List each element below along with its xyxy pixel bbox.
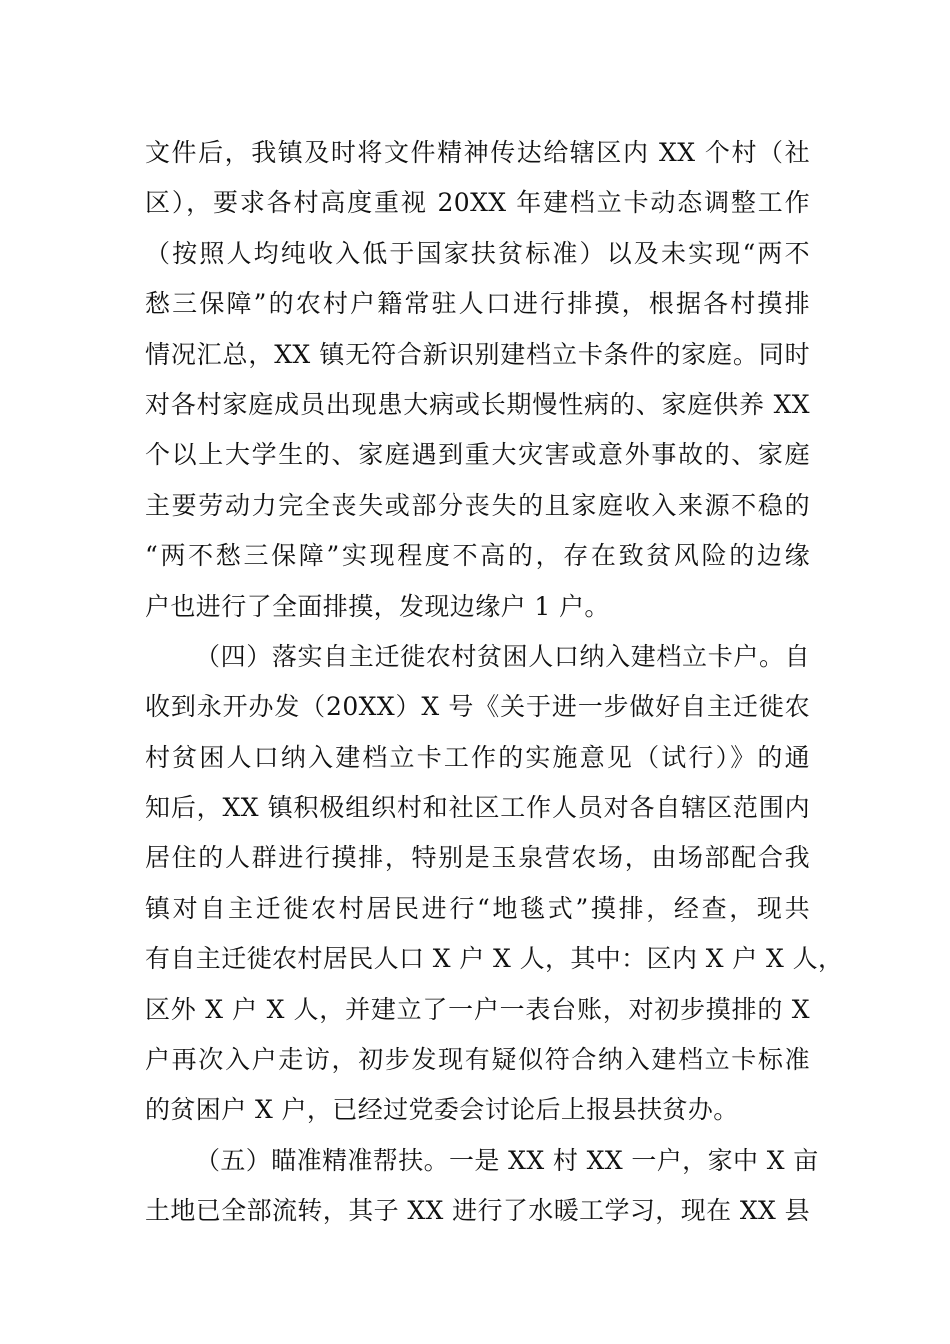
text-line: （五）瞄准精准帮扶。一是 XX 村 XX 一户，家中 X 亩 — [195, 1145, 819, 1175]
text-line: 愁三保障”的农村户籍常驻人口进行排摸，根据各村摸排 — [145, 289, 810, 319]
text-line: 户也进行了全面排摸，发现边缘户 1 户。 — [145, 591, 610, 621]
text-line: 户再次入户走访，初步发现有疑似符合纳入建档立卡标准 — [145, 1045, 810, 1075]
text-line: 区外 X 户 X 人，并建立了一户一表台账，对初步摸排的 X — [145, 994, 810, 1024]
text-line: 对各村家庭成员出现患大病或长期慢性病的、家庭供养 XX — [145, 389, 810, 419]
text-line: 土地已全部流转，其子 XX 进行了水暖工学习，现在 XX 县 — [145, 1196, 810, 1226]
text-line: 有自主迁徙农村居民人口 X 户 X 人，其中：区内 X 户 X 人， — [145, 944, 844, 974]
text-line: “两不愁三保障”实现程度不高的，存在致贫风险的边缘 — [145, 541, 810, 571]
text-line: 个以上大学生的、家庭遇到重大灾害或意外事故的、家庭 — [145, 440, 810, 470]
text-line: 情况汇总，XX 镇无符合新识别建档立卡条件的家庭。同时 — [145, 339, 810, 369]
text-line: （按照人均纯收入低于国家扶贫标准）以及未实现“两不 — [145, 238, 810, 268]
text-line: 收到永开办发（20XX）X 号《关于进一步做好自主迁徙农 — [145, 692, 810, 722]
text-line: 的贫困户 X 户，已经过党委会讨论后上报县扶贫办。 — [145, 1095, 739, 1125]
text-line: 村贫困人口纳入建档立卡工作的实施意见（试行）》的通 — [145, 742, 810, 772]
text-line: 文件后，我镇及时将文件精神传达给辖区内 XX 个村（社 — [145, 138, 810, 167]
text-line: 主要劳动力完全丧失或部分丧失的且家庭收入来源不稳的 — [145, 490, 810, 520]
text-line: 居住的人群进行摸排，特别是玉泉营农场，由场部配合我 — [145, 843, 810, 873]
text-line: （四）落实自主迁徙农村贫困人口纳入建档立卡户。自 — [195, 641, 810, 671]
text-line: 区），要求各村高度重视 20XX 年建档立卡动态调整工作 — [145, 188, 810, 218]
text-line: 知后，XX 镇积极组织村和社区工作人员对各自辖区范围内 — [145, 793, 810, 823]
text-line: 镇对自主迁徙农村居民进行“地毯式”摸排，经查，现共 — [145, 893, 810, 923]
body-text — [145, 128, 844, 1237]
